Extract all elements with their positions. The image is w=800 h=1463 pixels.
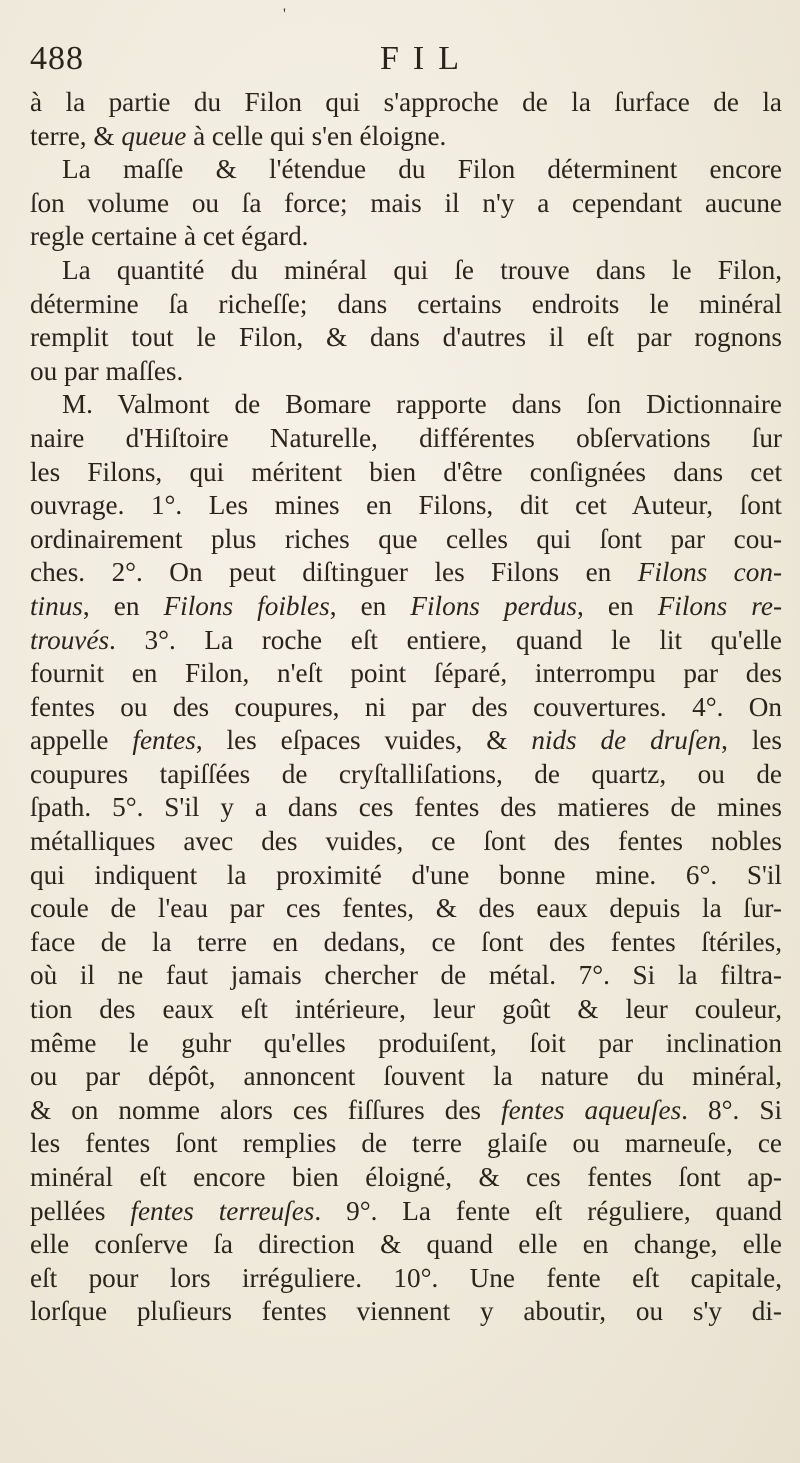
text-segment: détermine ſa richeſſe; dans certains endroits le minéral — [30, 288, 782, 319]
text-segment: les fentes ſont remplies de terre glaiſe ou marneuſe, ce — [30, 1128, 782, 1159]
text-line — [30, 523, 782, 557]
italic-term: fentes aqueuſes — [501, 1094, 682, 1125]
text-segment: M. Valmont de Bomare rapporte dans ſon Dictionnaire — [62, 389, 782, 420]
running-head: FIL — [380, 40, 473, 77]
text-segment: ordinairement plus riches que celles qui ſont par cou- — [30, 523, 782, 554]
text-line — [30, 825, 782, 859]
text-line — [30, 993, 782, 1027]
text-segment: . 3°. La roche eſt entiere, quand le lit qu'elle — [109, 624, 782, 655]
text-segment: ches. 2°. On peut diſtinguer les Filons en — [30, 557, 638, 588]
text-line — [30, 1127, 782, 1161]
text-segment: elle conſerve ſa direction & quand elle en change, elle — [30, 1229, 782, 1260]
text-segment: coupures tapiſſées de cryſtalliſations, de quartz, ou de — [30, 758, 782, 789]
italic-term: Filons re- — [657, 590, 782, 621]
italic-term: tinus — [30, 590, 83, 621]
text-line — [30, 355, 782, 389]
page-header — [30, 40, 780, 86]
text-segment: les Filons, qui méritent bien d'être conſignées dans cet — [30, 456, 782, 487]
text-segment: tion des eaux eſt intérieure, leur goût & leur couleur, — [30, 994, 782, 1025]
text-segment: ſon volume ou ſa force; mais il n'y a cependant aucune — [30, 187, 782, 218]
text-segment: & on nomme alors ces fiſſures des — [30, 1094, 502, 1125]
text-line — [30, 120, 782, 154]
text-line — [30, 590, 782, 624]
text-line — [30, 456, 782, 490]
text-segment: à la partie du Filon qui s'approche de la ſurface de la — [30, 87, 782, 117]
text-line — [30, 691, 782, 725]
text-segment: naire d'Hiſtoire Naturelle, différentes obſervations ſur — [30, 422, 782, 453]
text-line — [30, 220, 782, 254]
text-segment: ſpath. 5°. S'il y a dans ces fentes des matieres de mines — [30, 792, 782, 823]
text-line — [30, 422, 782, 456]
text-segment: où il ne faut jamais chercher de métal. 7°. Si la filtra- — [30, 960, 782, 991]
text-line — [30, 288, 782, 322]
text-line — [30, 758, 782, 792]
text-line — [30, 86, 782, 120]
italic-term: queue — [121, 120, 187, 151]
italic-term: Filons perdus — [410, 590, 577, 621]
text-line — [30, 1262, 782, 1296]
text-line — [30, 388, 782, 422]
text-segment: eſt pour lors irréguliere. 10°. Une fente eſt capitale, — [30, 1262, 782, 1293]
text-segment: ou par dépôt, annoncent ſouvent la nature du minéral, — [30, 1061, 782, 1092]
text-segment: même le guhr qu'elles produiſent, ſoit par inclination — [30, 1027, 782, 1058]
text-segment: terre, & — [30, 120, 122, 151]
text-line — [30, 1060, 782, 1094]
page-number: 488 — [30, 40, 84, 77]
text-segment: fournit en Filon, n'eſt point ſéparé, interrompu par des — [30, 658, 782, 689]
text-line — [30, 1161, 782, 1195]
text-segment: à celle qui s'en éloigne. — [186, 120, 447, 151]
text-segment: . 9°. La fente eſt réguliere, quand — [314, 1195, 782, 1226]
text-line — [30, 254, 782, 288]
text-segment: pellées — [30, 1195, 131, 1226]
text-segment: , en — [577, 590, 658, 621]
text-line — [30, 959, 782, 993]
text-line — [30, 859, 782, 893]
text-segment: qui indiquent la proximité d'une bonne mine. 6°. S'il — [30, 859, 782, 890]
text-segment: métalliques avec des vuides, ce ſont des fentes nobles — [30, 826, 782, 857]
text-line — [30, 1094, 782, 1128]
text-segment: . 8°. Si — [681, 1094, 783, 1125]
text-line — [30, 1027, 782, 1061]
text-line — [30, 489, 782, 523]
text-segment: , les eſpaces vuides, & — [195, 725, 532, 756]
text-line — [30, 321, 782, 355]
italic-term: nids de druſen — [531, 725, 722, 756]
text-line — [30, 1295, 782, 1329]
text-segment: regle certaine à cet égard. — [30, 221, 309, 252]
text-line — [30, 926, 782, 960]
text-segment: face de la terre en dedans, ce ſont des fentes ſtériles, — [30, 926, 782, 957]
text-line — [30, 791, 782, 825]
italic-term: Filons con- — [637, 557, 782, 588]
italic-term: fentes terreuſes — [130, 1195, 315, 1226]
text-segment: La maſſe & l'étendue du Filon déterminent encore — [62, 154, 782, 185]
body-text — [30, 86, 782, 1329]
text-segment: ouvrage. 1°. Les mines en Filons, dit cet Auteur, ſont — [30, 490, 782, 521]
italic-term: fentes — [132, 725, 196, 756]
text-line — [30, 153, 782, 187]
text-segment: lorſque pluſieurs fentes viennent y aboutir, ou s'y di- — [30, 1296, 782, 1327]
text-segment: , en — [329, 590, 411, 621]
text-segment: remplit tout le Filon, & dans d'autres il eſt par rognons — [30, 322, 782, 353]
text-segment: appelle — [30, 725, 133, 756]
text-segment: La quantité du minéral qui ſe trouve dans le Filon, — [62, 254, 782, 285]
text-line — [30, 556, 782, 590]
text-line — [30, 624, 782, 658]
text-segment: coule de l'eau par ces fentes, & des eaux depuis la ſur- — [30, 893, 782, 924]
text-segment: ou par maſſes. — [30, 355, 184, 386]
text-segment: , les — [721, 725, 783, 756]
italic-term: Filons foibles — [163, 590, 330, 621]
text-line — [30, 724, 782, 758]
top-mark: ' — [283, 6, 286, 23]
text-segment: minéral eſt encore bien éloigné, & ces fentes ſont ap- — [30, 1162, 782, 1192]
italic-term: trouvés — [30, 624, 110, 655]
text-line — [30, 892, 782, 926]
text-segment: fentes ou des coupures, ni par des couvertures. 4°. On — [30, 691, 782, 722]
text-line — [30, 1195, 782, 1229]
text-line — [30, 187, 782, 221]
text-line — [30, 657, 782, 691]
text-line — [30, 1228, 782, 1262]
text-segment: , en — [82, 590, 164, 621]
